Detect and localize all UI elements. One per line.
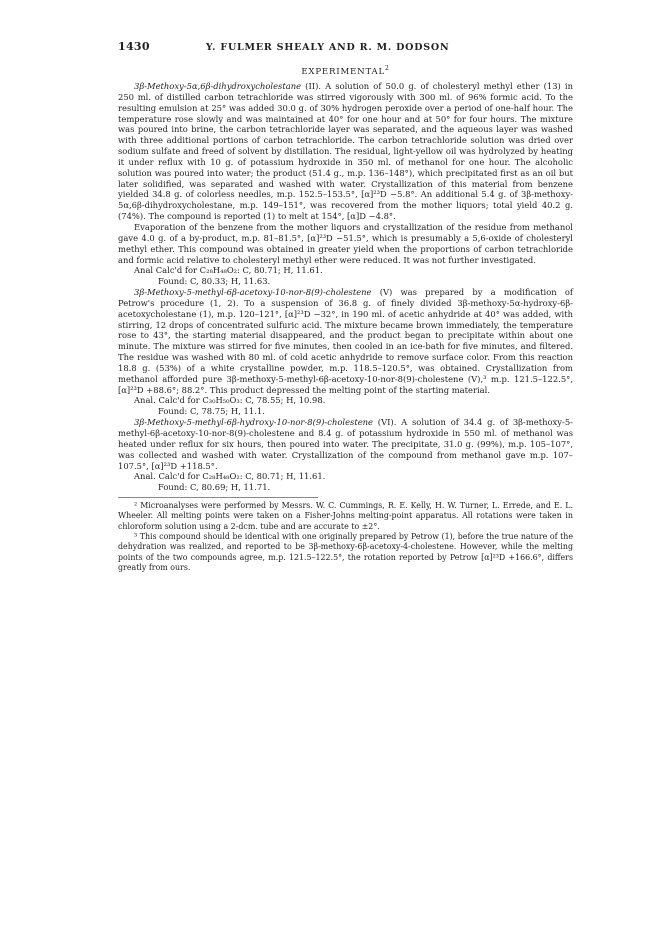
compound-title-ii: 3β-Methoxy-5α,6β-dihydroxycholestane	[134, 81, 302, 91]
analysis-2-found: Found: C, 78.75; H, 11.1.	[158, 406, 265, 417]
paragraph-1	[118, 81, 573, 222]
analysis-3-found: Found: C, 80.69; H, 11.71.	[158, 482, 271, 493]
paragraph-1-body: (II). A solution of 50.0 g. of cholesteryl methyl ether (13) in 250 ml. of distilled carbon tetrachloride was stirred vigorously with 300 ml. of 96% formic acid. To the resulting emulsion at 25° was added 30.0 g. of 30% hydrogen peroxide over a period of one-half hour. The temperature rose slowly and was maintained at 40° for one hour and at 50° for four hours. The mixture was poured into brine, the carbon tetrachloride layer was separated, and the aqueous layer was washed with three additional portions of carbon tetrachloride. The carbon tetrachloride solution was dried over sodium sulfate and freed of solvent by distillation. The residual, light-yellow oil was hydrolyzed by heating it under reflux with 10 g. of potassium hydroxide in 350 ml. of methanol for one hour. The alcoholic solution was poured into water; the product (51.4 g., m.p. 136–148°), which precipitated first as an oil but later solidified, was separated and washed with water. Crystallization of this material from benzene yielded 34.8 g. of colorless needles, m.p. 152.5–153.5°, [α]²³D −5.8°. An additional 5.4 g. of 3β-methoxy-5α,6β-dihydroxycholestane, m.p. 149–151°, was recovered from the mother liquors; total yield 40.2 g. (74%). The compound is reported (1) to melt at 154°, [α]D −4.8°.	[118, 81, 573, 222]
paragraph-4	[118, 417, 573, 471]
section-title-text: EXPERIMENTAL	[301, 67, 386, 77]
footnote-2: ² Microanalyses were performed by Messrs. W. C. Cummings, R. E. Kelly, H. W. Turner, L. Errede, and E. L. Wheeler. All melting points were taken on a Fisher-Johns melting-point apparatus. All rotations were taken in chloroform solution using a 2-dcm. tube and are accurate to ±2°.	[118, 501, 573, 531]
section-title	[118, 67, 573, 77]
paragraph-3	[118, 287, 573, 395]
footnote-3: ³ This compound should be identical with one originally prepared by Petrow (1), before the true nature of the dehydration was realized, and reported to be 3β-methoxy-6β-acetoxy-4-cholestene. However, while the melting points of the two compounds agree, m.p. 121.5–122.5°, the rotation reported by Petrow [α]²³D +166.6°, differs greatly from ours.	[118, 531, 573, 572]
paragraph-3-body: (V) was prepared by a modification of Petrow's procedure (1, 2). To a suspension of 36.8 g. of finely divided 3β-methoxy-5α-hydroxy-6β-acetoxycholestane (1), m.p. 120–121°, [α]²³D −32°, in 190 ml. of acetic anhydride at 40° was added, with stirring, 12 drops of concentrated sulfuric acid. The mixture became brown immediately, the temperature rose to 43°, the starting material disappeared, and the product began to precipitate within about one minute. The mixture was stirred for five minutes, then cooled in an ice-bath for five minutes, and filtered. The residue was washed with 80 ml. of cold acetic anhydride to remove surface color. From this reaction 18.8 g. (53%) of a white crystalline powder, m.p. 118.5–120.5°, was obtained. Crystallization from methanol afforded pure 3β-methoxy-5-methyl-6β-acetoxy-10-nor-8(9)-cholestene (V),³ m.p. 121.5–122.5°, [α]²³D +88.6°; 88.2°. This product depressed the melting point of the starting material.	[118, 287, 573, 395]
page-header	[118, 40, 573, 53]
running-head: Y. FULMER SHEALY AND R. M. DODSON	[205, 42, 450, 53]
compound-title-vi: 3β-Methoxy-5-methyl-6β-hydroxy-10-nor-8(9)-cholestene	[134, 417, 373, 428]
paragraph-2: Evaporation of the benzene from the mother liquors and crystallization of the residue from methanol gave 4.0 g. of a by-product, m.p. 81–81.5°, [α]²³D −51.5°, which is presumably a 5,6-oxide of cholesteryl methyl ether. This compound was obtained in greater yield when the proportions of carbon tetrachloride and formic acid relative to cholesteryl methyl ether were reduced. It was not further investigated.	[118, 221, 573, 265]
analysis-2-calculated: Anal. Calc'd for C₃₀H₅₀O₃: C, 78.55; H, 10.98.	[134, 395, 326, 406]
section-title-note: 2	[385, 65, 390, 73]
footnote-divider	[118, 497, 318, 498]
analysis-3-calculated: Anal. Calc'd for C₂₈H₄₈O₂: C, 80.71; H, 11.61.	[134, 471, 326, 482]
analysis-1-calculated: Anal Calc'd for C₂₈H₄₈O₂: C, 80.71; H, 11.61.	[134, 265, 323, 276]
compound-title-v: 3β-Methoxy-5-methyl-6β-acetoxy-10-nor-8(9)-cholestene	[134, 287, 372, 298]
page-number: 1430	[118, 40, 150, 53]
analysis-1-found: Found: C, 80.33; H, 11.63.	[158, 276, 271, 287]
page	[118, 40, 573, 573]
paragraph-4-body: (VI). A solution of 34.4 g. of 3β-methoxy-5-methyl-6β-acetoxy-10-nor-8(9)-cholestene and 8.4 g. of potassium hydroxide in 550 ml. of methanol was heated under reflux for six hours, then poured into water. The precipitate, 31.0 g. (99%), m.p. 105–107°, was collected and washed with water. Crystallization of the compound from methanol gave m.p. 107–107.5°, [α]²³D +118.5°.	[118, 417, 573, 471]
